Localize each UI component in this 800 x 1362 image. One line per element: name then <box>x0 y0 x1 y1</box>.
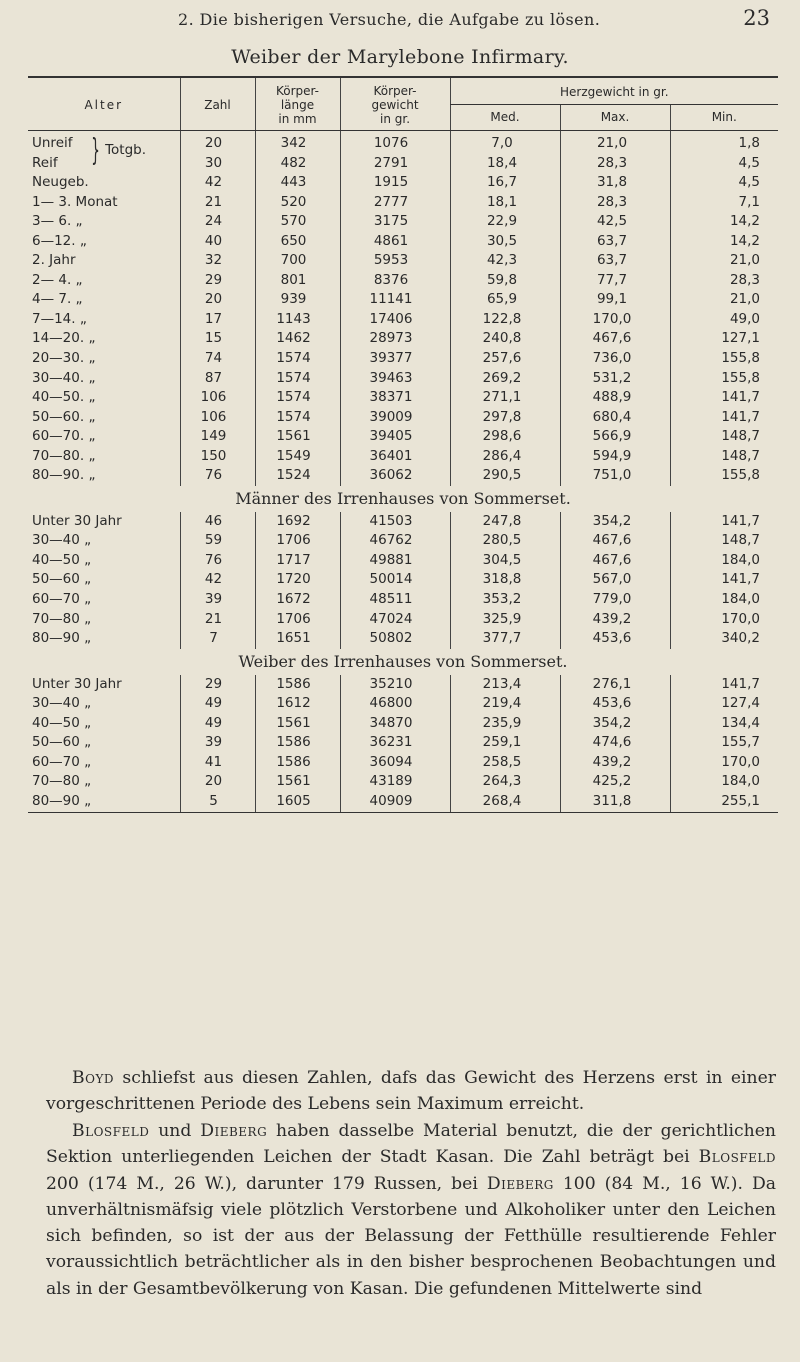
running-head-text: 2. Die bisherigen Versuche, die Aufgabe zu lösen. <box>178 10 601 29</box>
min-cell: 155,8 <box>670 369 778 389</box>
min-cell: 127,4 <box>670 694 778 714</box>
age-cell: 7—14. „ <box>32 310 87 327</box>
zahl-cell: 87 <box>180 369 255 389</box>
zahl-cell: 41 <box>180 753 255 773</box>
laenge-cell: 1462 <box>255 329 340 349</box>
gewicht-cell: 46800 <box>340 694 450 714</box>
max-cell: 21,0 <box>560 131 670 154</box>
age-cell: 4— 7. „ <box>32 291 83 308</box>
gewicht-cell: 50802 <box>340 629 450 649</box>
min-cell: 21,0 <box>670 251 778 271</box>
laenge-cell: 520 <box>255 193 340 213</box>
paragraph-text: schliefst aus diesen Zahlen, dafs das Gewicht des Herzens erst in einer vorgeschrittenen Periode des Lebens sein Maximum erreicht. <box>46 1068 776 1115</box>
table-row <box>28 310 778 330</box>
min-cell: 170,0 <box>670 753 778 773</box>
gewicht-cell: 38371 <box>340 388 450 408</box>
table-title: Weiber der Marylebone Infirmary. <box>231 46 569 68</box>
laenge-cell: 1586 <box>255 753 340 773</box>
laenge-cell: 342 <box>255 131 340 154</box>
age-cell: 30—40 „ <box>32 695 92 712</box>
med-cell: 290,5 <box>450 466 560 486</box>
gewicht-cell: 1915 <box>340 173 450 193</box>
zahl-cell: 76 <box>180 466 255 486</box>
totgb-label: Totgb. <box>105 142 147 159</box>
gewicht-cell: 39009 <box>340 408 450 428</box>
max-cell: 99,1 <box>560 290 670 310</box>
gewicht-cell: 8376 <box>340 271 450 291</box>
age-cell: 60—70 „ <box>32 753 92 770</box>
table-row <box>28 753 778 773</box>
age-cell: 30—40 „ <box>32 532 92 549</box>
table-row <box>28 629 778 649</box>
zahl-cell: 29 <box>180 271 255 291</box>
table-row <box>28 131 778 154</box>
author-name: Boyd <box>72 1068 115 1088</box>
age-cell: 40—50 „ <box>32 714 92 731</box>
min-cell: 340,2 <box>670 629 778 649</box>
max-cell: 276,1 <box>560 675 670 695</box>
max-cell: 474,6 <box>560 733 670 753</box>
zahl-cell: 42 <box>180 570 255 590</box>
max-cell: 453,6 <box>560 694 670 714</box>
table-row <box>28 173 778 193</box>
header-alter: Alter <box>28 77 180 131</box>
table-row <box>28 772 778 792</box>
running-head <box>0 4 800 44</box>
age-cell: 40—50. „ <box>32 389 96 406</box>
laenge-cell: 650 <box>255 232 340 252</box>
gewicht-cell: 48511 <box>340 590 450 610</box>
age-cell: 60—70 „ <box>32 591 92 608</box>
min-cell: 4,5 <box>670 173 778 193</box>
laenge-cell: 1586 <box>255 675 340 695</box>
gewicht-cell: 35210 <box>340 675 450 695</box>
max-cell: 453,6 <box>560 629 670 649</box>
max-cell: 28,3 <box>560 193 670 213</box>
max-cell: 467,6 <box>560 329 670 349</box>
min-cell: 141,7 <box>670 408 778 428</box>
med-cell: 42,3 <box>450 251 560 271</box>
zahl-cell: 46 <box>180 512 255 532</box>
paragraph-text: 100 (84 M., 16 W.). Da unverhältnismäfsig viele plötzlich Verstorbene und Alkoholiker unter den Leichen sich befinden, so ist der aus der Belassung der Fetthülle resultierende Fehler voraussichtlich beträchtlicher als in den bisher besprochenen Beobachtungen und als in der Gesamtbevölkerung von Kasan. Die gefundenen Mittelwerte sind <box>46 1173 776 1299</box>
laenge-cell: 443 <box>255 173 340 193</box>
laenge-cell: 1672 <box>255 590 340 610</box>
gewicht-cell: 1076 <box>340 131 450 154</box>
max-cell: 354,2 <box>560 512 670 532</box>
brace-icon: } <box>91 133 100 168</box>
med-cell: 16,7 <box>450 173 560 193</box>
zahl-cell: 20 <box>180 772 255 792</box>
zahl-cell: 29 <box>180 675 255 695</box>
laenge-cell: 1605 <box>255 792 340 812</box>
zahl-cell: 74 <box>180 349 255 369</box>
table-header <box>28 77 778 131</box>
min-cell: 141,7 <box>670 512 778 532</box>
min-cell: 49,0 <box>670 310 778 330</box>
min-cell: 141,7 <box>670 675 778 695</box>
laenge-cell: 1720 <box>255 570 340 590</box>
med-cell: 325,9 <box>450 610 560 630</box>
med-cell: 269,2 <box>450 369 560 389</box>
zahl-cell: 40 <box>180 232 255 252</box>
med-cell: 377,7 <box>450 629 560 649</box>
zahl-cell: 39 <box>180 733 255 753</box>
laenge-cell: 1561 <box>255 427 340 447</box>
max-cell: 42,5 <box>560 212 670 232</box>
table-row <box>28 590 778 610</box>
zahl-cell: 150 <box>180 447 255 467</box>
author-name: Dieberg <box>200 1121 268 1141</box>
min-cell: 127,1 <box>670 329 778 349</box>
table-row <box>28 369 778 389</box>
zahl-cell: 49 <box>180 714 255 734</box>
med-cell: 298,6 <box>450 427 560 447</box>
max-cell: 531,2 <box>560 369 670 389</box>
laenge-cell: 1143 <box>255 310 340 330</box>
laenge-cell: 801 <box>255 271 340 291</box>
med-cell: 280,5 <box>450 531 560 551</box>
age-cell: Reif <box>32 154 58 171</box>
age-cell: 80—90. „ <box>32 467 96 484</box>
min-cell: 170,0 <box>670 610 778 630</box>
paragraph-blosfeld-dieberg <box>46 1118 776 1302</box>
max-cell: 680,4 <box>560 408 670 428</box>
min-cell: 141,7 <box>670 570 778 590</box>
max-cell: 425,2 <box>560 772 670 792</box>
med-cell: 258,5 <box>450 753 560 773</box>
age-cell: 70—80. „ <box>32 447 96 464</box>
age-cell: Unreif } Totgb. <box>32 133 147 168</box>
med-cell: 353,2 <box>450 590 560 610</box>
gewicht-cell: 11141 <box>340 290 450 310</box>
med-cell: 240,8 <box>450 329 560 349</box>
med-cell: 247,8 <box>450 512 560 532</box>
max-cell: 439,2 <box>560 610 670 630</box>
paragraph-text: haben dasselbe Material benutzt, die der gerichtlichen Sektion unterliegenden Leichen der Stadt Kasan. Die Zahl beträgt bei <box>46 1121 776 1168</box>
gewicht-cell: 47024 <box>340 610 450 630</box>
gewicht-cell: 49881 <box>340 551 450 571</box>
zahl-cell: 21 <box>180 193 255 213</box>
min-cell: 155,8 <box>670 349 778 369</box>
totgb-brace-group <box>86 133 146 169</box>
table-row <box>28 694 778 714</box>
zahl-cell: 30 <box>180 154 255 174</box>
laenge-cell: 1574 <box>255 349 340 369</box>
laenge-cell: 1574 <box>255 408 340 428</box>
age-cell: 20—30. „ <box>32 350 96 367</box>
med-cell: 213,4 <box>450 675 560 695</box>
med-cell: 219,4 <box>450 694 560 714</box>
med-cell: 271,1 <box>450 388 560 408</box>
med-cell: 59,8 <box>450 271 560 291</box>
table-row <box>28 349 778 369</box>
med-cell: 7,0 <box>450 131 560 154</box>
header-koerpergewicht: Körper- gewicht in gr. <box>340 77 450 131</box>
table-row <box>28 290 778 310</box>
table-row <box>28 512 778 532</box>
author-name: Blosfeld <box>698 1147 776 1168</box>
max-cell: 467,6 <box>560 551 670 571</box>
table-row <box>28 610 778 630</box>
table-body-maenner <box>28 512 778 649</box>
gewicht-cell: 34870 <box>340 714 450 734</box>
zahl-cell: 32 <box>180 251 255 271</box>
gewicht-cell: 36062 <box>340 466 450 486</box>
zahl-cell: 15 <box>180 329 255 349</box>
max-cell: 31,8 <box>560 173 670 193</box>
table-row <box>28 408 778 428</box>
min-cell: 155,7 <box>670 733 778 753</box>
med-cell: 18,1 <box>450 193 560 213</box>
zahl-cell: 106 <box>180 388 255 408</box>
min-cell: 28,3 <box>670 271 778 291</box>
table-row <box>28 733 778 753</box>
gewicht-cell: 41503 <box>340 512 450 532</box>
age-cell: 14—20. „ <box>32 330 96 347</box>
age-cell: 30—40. „ <box>32 369 96 386</box>
gewicht-cell: 36401 <box>340 447 450 467</box>
paragraph-text: und <box>149 1121 201 1141</box>
max-cell: 439,2 <box>560 753 670 773</box>
header-max: Max. <box>560 104 670 131</box>
gewicht-cell: 36231 <box>340 733 450 753</box>
min-cell: 7,1 <box>670 193 778 213</box>
laenge-cell: 1612 <box>255 694 340 714</box>
med-cell: 257,6 <box>450 349 560 369</box>
med-cell: 259,1 <box>450 733 560 753</box>
table-row <box>28 466 778 486</box>
age-cell: 50—60 „ <box>32 571 92 588</box>
max-cell: 28,3 <box>560 154 670 174</box>
section-maenner <box>28 486 778 512</box>
table-body-marylebone <box>28 131 778 486</box>
age-cell: 3— 6. „ <box>32 213 83 230</box>
max-cell: 736,0 <box>560 349 670 369</box>
author-name: Dieberg <box>486 1173 554 1194</box>
laenge-cell: 1549 <box>255 447 340 467</box>
gewicht-cell: 40909 <box>340 792 450 812</box>
age-cell: Neugeb. <box>32 174 89 191</box>
max-cell: 566,9 <box>560 427 670 447</box>
section-heading-maenner: Männer des Irrenhauses von Sommerset. <box>235 488 571 508</box>
gewicht-cell: 28973 <box>340 329 450 349</box>
gewicht-cell: 4861 <box>340 232 450 252</box>
max-cell: 467,6 <box>560 531 670 551</box>
gewicht-cell: 17406 <box>340 310 450 330</box>
min-cell: 134,4 <box>670 714 778 734</box>
med-cell: 268,4 <box>450 792 560 812</box>
table-row <box>28 193 778 213</box>
max-cell: 567,0 <box>560 570 670 590</box>
gewicht-cell: 50014 <box>340 570 450 590</box>
table-row <box>28 675 778 695</box>
age-cell: Unter 30 Jahr <box>32 512 122 529</box>
min-cell: 255,1 <box>670 792 778 812</box>
laenge-cell: 1706 <box>255 531 340 551</box>
laenge-cell: 1586 <box>255 733 340 753</box>
zahl-cell: 106 <box>180 408 255 428</box>
med-cell: 304,5 <box>450 551 560 571</box>
zahl-cell: 76 <box>180 551 255 571</box>
max-cell: 354,2 <box>560 714 670 734</box>
zahl-cell: 20 <box>180 290 255 310</box>
zahl-cell: 42 <box>180 173 255 193</box>
max-cell: 751,0 <box>560 466 670 486</box>
med-cell: 22,9 <box>450 212 560 232</box>
table-row <box>28 427 778 447</box>
table-row <box>28 531 778 551</box>
age-cell: 40—50 „ <box>32 551 92 568</box>
med-cell: 264,3 <box>450 772 560 792</box>
table-row <box>28 212 778 232</box>
min-cell: 141,7 <box>670 388 778 408</box>
age-cell: 6—12. „ <box>32 232 87 249</box>
min-cell: 4,5 <box>670 154 778 174</box>
table-row <box>28 388 778 408</box>
med-cell: 286,4 <box>450 447 560 467</box>
gewicht-cell: 2791 <box>340 154 450 174</box>
med-cell: 318,8 <box>450 570 560 590</box>
heart-weight-table <box>28 76 778 813</box>
zahl-cell: 39 <box>180 590 255 610</box>
laenge-cell: 570 <box>255 212 340 232</box>
gewicht-cell: 43189 <box>340 772 450 792</box>
gewicht-cell: 39463 <box>340 369 450 389</box>
section-heading-weiber: Weiber des Irrenhauses von Sommerset. <box>238 651 568 671</box>
zahl-cell: 17 <box>180 310 255 330</box>
laenge-cell: 1651 <box>255 629 340 649</box>
header-min: Min. <box>670 104 778 131</box>
min-cell: 1,8 <box>670 131 778 154</box>
table-row <box>28 271 778 291</box>
age-cell: 50—60 „ <box>32 734 92 751</box>
max-cell: 594,9 <box>560 447 670 467</box>
min-cell: 155,8 <box>670 466 778 486</box>
laenge-cell: 939 <box>255 290 340 310</box>
zahl-cell: 24 <box>180 212 255 232</box>
max-cell: 170,0 <box>560 310 670 330</box>
max-cell: 63,7 <box>560 251 670 271</box>
laenge-cell: 482 <box>255 154 340 174</box>
zahl-cell: 149 <box>180 427 255 447</box>
table-row <box>28 570 778 590</box>
table-row <box>28 714 778 734</box>
gewicht-cell: 5953 <box>340 251 450 271</box>
laenge-cell: 1561 <box>255 714 340 734</box>
heart-weight-table-wrap <box>28 76 778 813</box>
table-row <box>28 251 778 271</box>
page-number: 23 <box>743 6 770 30</box>
section-weiber <box>28 649 778 675</box>
gewicht-cell: 39377 <box>340 349 450 369</box>
table-row <box>28 792 778 812</box>
min-cell: 14,2 <box>670 212 778 232</box>
gewicht-cell: 39405 <box>340 427 450 447</box>
paragraph-boyd <box>46 1065 776 1118</box>
med-cell: 122,8 <box>450 310 560 330</box>
zahl-cell: 5 <box>180 792 255 812</box>
age-cell: 80—90 „ <box>28 792 180 812</box>
gewicht-cell: 2777 <box>340 193 450 213</box>
zahl-cell: 59 <box>180 531 255 551</box>
med-cell: 18,4 <box>450 154 560 174</box>
age-cell: 2. Jahr <box>32 252 76 269</box>
table-row <box>28 232 778 252</box>
laenge-cell: 700 <box>255 251 340 271</box>
min-cell: 148,7 <box>670 531 778 551</box>
author-name: Blosfeld <box>72 1121 150 1141</box>
med-cell: 235,9 <box>450 714 560 734</box>
header-med: Med. <box>450 104 560 131</box>
table-row <box>28 447 778 467</box>
zahl-cell: 49 <box>180 694 255 714</box>
max-cell: 311,8 <box>560 792 670 812</box>
min-cell: 184,0 <box>670 590 778 610</box>
age-cell: 60—70. „ <box>32 428 96 445</box>
med-cell: 65,9 <box>450 290 560 310</box>
min-cell: 148,7 <box>670 447 778 467</box>
age-cell: 80—90 „ <box>32 630 92 647</box>
med-cell: 297,8 <box>450 408 560 428</box>
laenge-cell: 1717 <box>255 551 340 571</box>
min-cell: 184,0 <box>670 772 778 792</box>
zahl-cell: 20 <box>180 131 255 154</box>
max-cell: 488,9 <box>560 388 670 408</box>
laenge-cell: 1706 <box>255 610 340 630</box>
table-row <box>28 551 778 571</box>
zahl-cell: 7 <box>180 629 255 649</box>
age-cell: Unter 30 Jahr <box>32 675 122 692</box>
med-cell: 30,5 <box>450 232 560 252</box>
laenge-cell: 1524 <box>255 466 340 486</box>
header-koerperlaenge: Körper- länge in mm <box>255 77 340 131</box>
laenge-cell: 1574 <box>255 369 340 389</box>
age-cell: 50—60. „ <box>32 408 96 425</box>
age-cell: 1— 3. Monat <box>32 193 118 210</box>
table-row <box>28 329 778 349</box>
gewicht-cell: 36094 <box>340 753 450 773</box>
age-cell: 2— 4. „ <box>32 271 83 288</box>
table-body-weiber <box>28 675 778 812</box>
header-zahl: Zahl <box>180 77 255 131</box>
paragraph-text: 200 (174 M., 26 W.), darunter 179 Russen, bei <box>46 1173 487 1194</box>
min-cell: 21,0 <box>670 290 778 310</box>
min-cell: 148,7 <box>670 427 778 447</box>
header-herzgewicht: Herzgewicht in gr. <box>450 77 778 104</box>
gewicht-cell: 46762 <box>340 531 450 551</box>
gewicht-cell: 3175 <box>340 212 450 232</box>
zahl-cell: 21 <box>180 610 255 630</box>
laenge-cell: 1692 <box>255 512 340 532</box>
age-cell: 70—80 „ <box>32 773 92 790</box>
laenge-cell: 1574 <box>255 388 340 408</box>
age-cell: 70—80 „ <box>32 610 92 627</box>
max-cell: 63,7 <box>560 232 670 252</box>
min-cell: 184,0 <box>670 551 778 571</box>
max-cell: 77,7 <box>560 271 670 291</box>
max-cell: 779,0 <box>560 590 670 610</box>
min-cell: 14,2 <box>670 232 778 252</box>
laenge-cell: 1561 <box>255 772 340 792</box>
